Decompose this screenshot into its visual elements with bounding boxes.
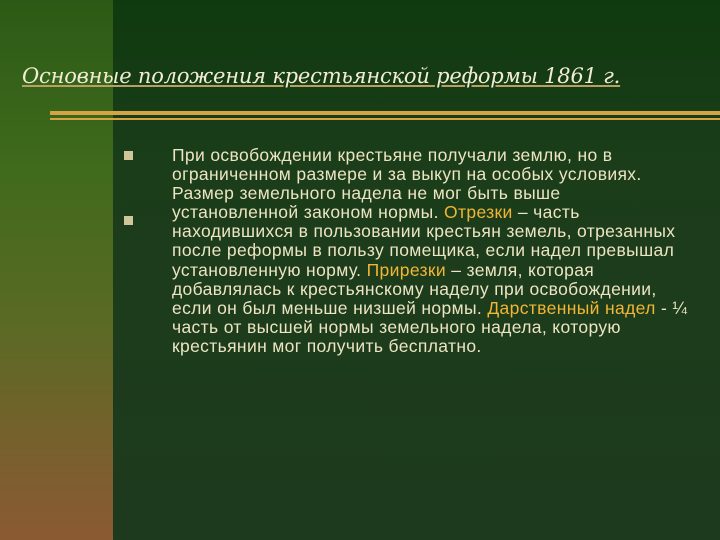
title-divider-thin: [50, 118, 720, 120]
bullet-2-text-4: - ¼ часть от высшей нормы земельного надела, которую крестьянин мог получить бесплатно.: [172, 297, 688, 356]
term-otrezki: Отрезки: [444, 202, 513, 223]
bullet-square-icon: [124, 151, 133, 160]
bullet-2-text-1: Размер земельного надела не мог быть выше установленной законом нормы.: [172, 183, 561, 223]
bullet-2-text-3: – земля, которая добавлялась к крестьянскому наделу при освобождении, если он был меньше низшей нормы.: [172, 259, 657, 318]
term-darstvenny-nadel: Дарственный надел: [487, 297, 656, 318]
bullet-item-1: При освобождении крестьяне получали землю, но в ограниченном размере и за выкуп на особых условиях.: [172, 145, 642, 185]
bullet-item-2: [172, 184, 692, 356]
term-prirezki: Прирезки: [366, 259, 447, 280]
bullet-square-icon: [124, 216, 133, 225]
title-divider-thick: [50, 111, 720, 115]
slide-title: Основные положения крестьянской реформы 1861 г.: [22, 64, 621, 88]
bullet-list: [172, 146, 692, 356]
bullet-2-text-2: – часть находившихся в пользовании крестьян земель, отрезанных после реформы в пользу помещика, если надел превышал установленную норму.: [172, 202, 676, 280]
